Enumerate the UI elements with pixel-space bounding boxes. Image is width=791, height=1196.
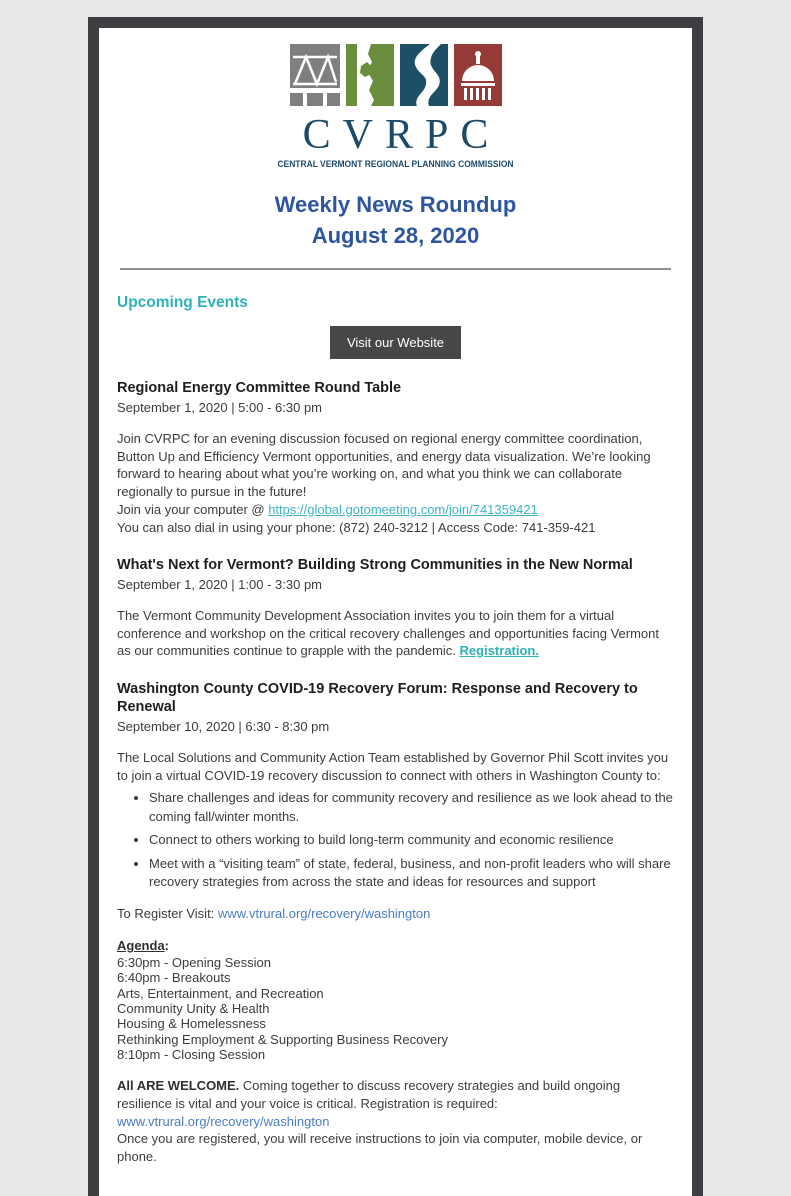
event-datetime: September 1, 2020 | 5:00 - 6:30 pm [117,400,323,416]
vermont-state-tile-icon [346,44,394,106]
bullet-item: • Share challenges and ideas for community recovery and resilience as we look ahead to the coming fall/winter months. [149,789,674,826]
event-datetime: September 1, 2020 | 1:00 - 3:30 pm [117,577,323,593]
newsletter-frame [88,17,703,1196]
website-button-row [117,326,674,360]
gotomeeting-link[interactable]: https://global.gotomeeting.com/join/741359421 [268,501,538,517]
bullet-item: • Connect to others working to build long-term community and economic resilience [149,831,674,849]
newsletter-title-line1: Weekly News Roundup [274,192,517,217]
registration-link[interactable]: Registration. [459,643,539,659]
agenda-item: 6:30pm - Opening Session [117,954,271,970]
welcome-text: Coming together to discuss recovery strategies and build ongoing resilience is vital and your voice is critical. Registration is required: [117,1078,621,1111]
agenda-item: Arts, Entertainment, and Recreation [117,985,324,1001]
agenda-label: Agenda [117,938,165,954]
agenda-item: Community Unity & Health [117,1000,270,1016]
agenda-list [117,955,674,1062]
divider [120,268,671,270]
join-prefix: Join via your computer @ [117,501,269,517]
newsletter-date-line: August 28, 2020 [311,222,480,248]
newsletter-content [99,28,692,1196]
event-description [117,607,674,660]
logo-acronym: CVRPC [302,111,501,158]
event-description-text: Join CVRPC for an evening discussion focused on regional energy committee coordination, Button Up and Efficiency Vermont opportunities, and energy data visualization. We’re looking forward to hearing about what you’re working on, and what you think we can collaborate regionally to pursue in the future! [117,431,651,500]
capitol-dome-tile-icon [454,44,502,106]
register-line [117,905,674,923]
event-datetime: September 10, 2020 | 6:30 - 8:30 pm [117,719,330,735]
event-title: Washington County COVID-19 Recovery Forum: Response and Recovery to Renewal [117,680,638,716]
dial-in-line: You can also dial in using your phone: (872) 240-3212 | Access Code: 741-359-421 [117,519,596,535]
event-title: Regional Energy Committee Round Table [117,380,402,397]
agenda-colon: : [164,938,170,954]
event-washington-county-recovery-forum [117,680,674,1166]
visit-website-button[interactable]: Visit our Website [330,326,461,360]
logo-tagline: CENTRAL VERMONT REGIONAL PLANNING COMMISSION [277,158,514,169]
event-description-text: The Local Solutions and Community Action Team established by Governor Phil Scott invites you to join a virtual COVID-19 recovery discussion to connect with others in Washington County to: [117,749,669,783]
river-tile-icon [400,44,448,106]
welcome-line2: Once you are registered, you will receive instructions to join via computer, mobile device, or phone. [117,1131,643,1164]
event-bullet-list [117,789,674,891]
cvrpc-logo-tiles-icon [290,44,502,106]
welcome-bold-text: All ARE WELCOME. [117,1078,240,1094]
event-description-text: The Vermont Community Development Association invites you to join them for a virtual conference and workshop on the critical recovery challenges and opportunities facing Vermont as our communities continue to grapple with the pandemic. [117,607,659,659]
register-prefix: To Register Visit: [117,905,218,921]
bridge-tile-icon [290,44,340,106]
agenda-item: 8:10pm - Closing Session [117,1046,266,1062]
event-whats-next-for-vermont [117,556,674,660]
bullet-item: • Meet with a “visiting team” of state, federal, business, and non-profit leaders who will share recovery strategies from across the state and ideas for resources and support [149,855,674,892]
agenda-heading [117,937,674,955]
event-description [117,749,674,892]
welcome-register-link[interactable]: www.vtrural.org/recovery/washington [117,1113,330,1129]
event-title: What's Next for Vermont? Building Strong Communities in the New Normal [117,557,633,574]
agenda-block [117,937,674,1062]
event-regional-energy-round-table [117,379,674,536]
cvrpc-logo [117,44,674,170]
register-link[interactable]: www.vtrural.org/recovery/washington [217,905,431,921]
agenda-item: Rethinking Employment & Supporting Business Recovery [117,1031,448,1047]
join-line [117,501,674,519]
newsletter-title [117,190,674,252]
agenda-item: Housing & Homelessness [117,1016,266,1032]
event-description [117,430,674,536]
upcoming-events-heading: Upcoming Events [117,293,248,311]
agenda-item: 6:40pm - Breakouts [117,970,231,986]
welcome-paragraph [117,1077,674,1165]
